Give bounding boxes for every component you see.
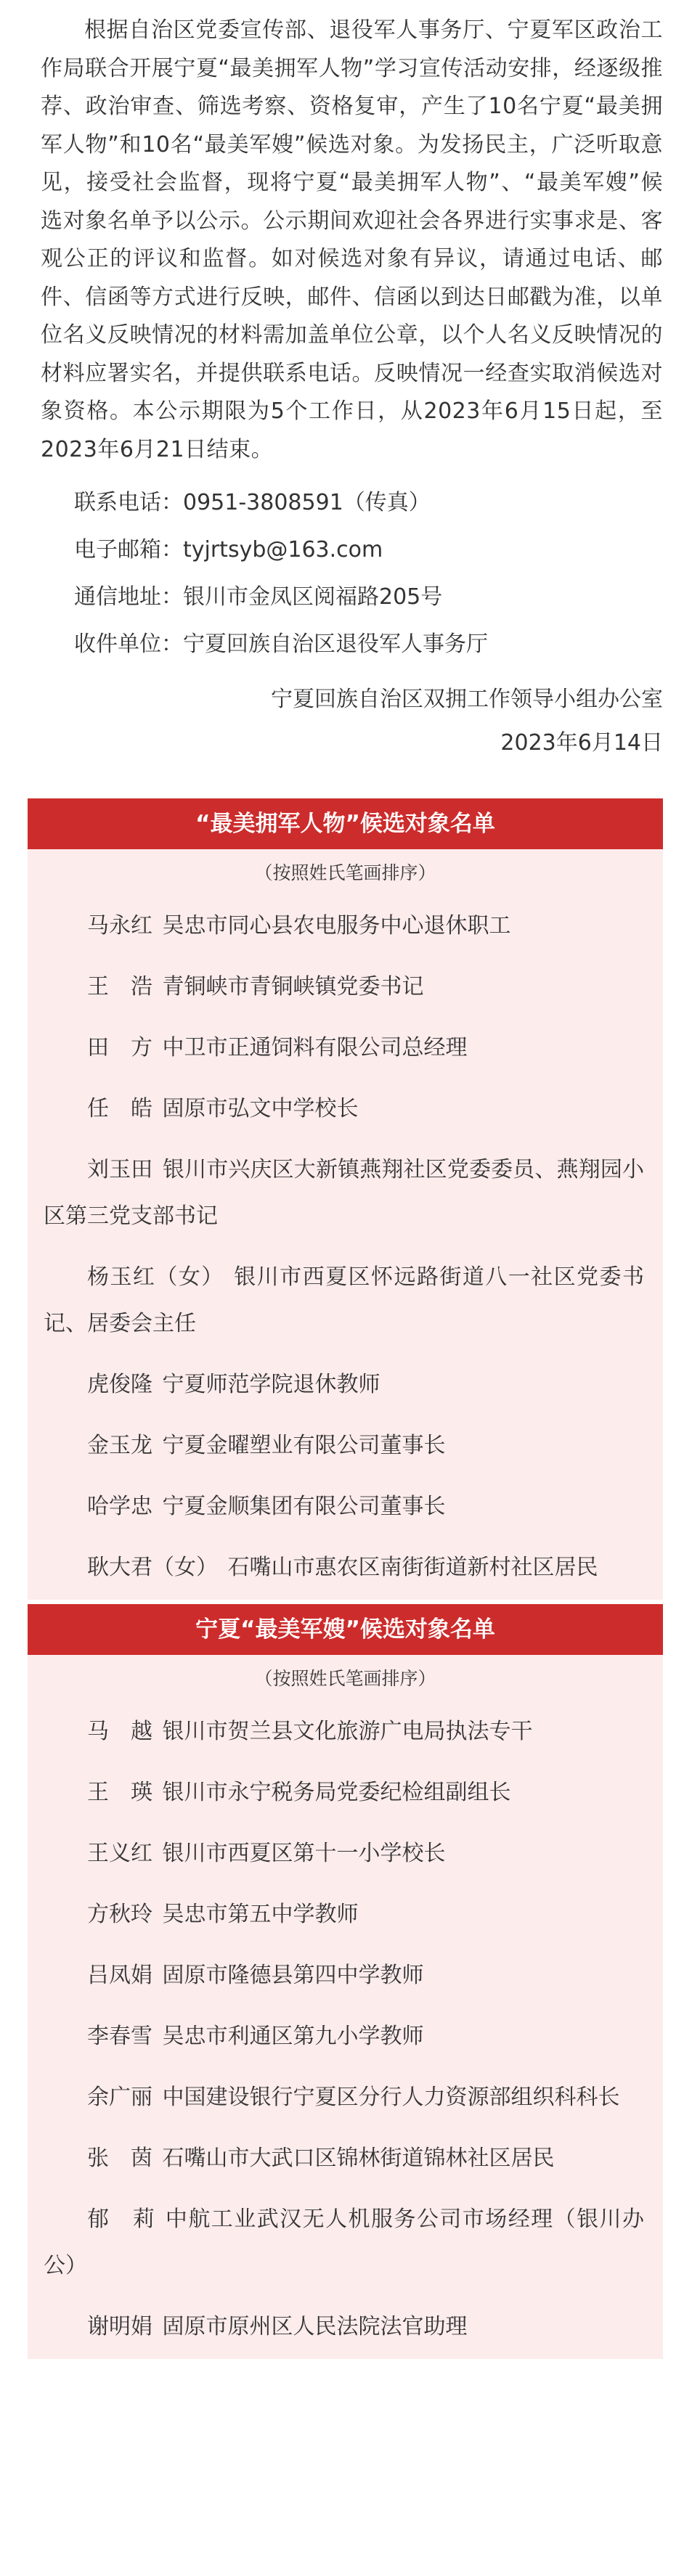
candidate-name: 马永红 [87,913,152,939]
candidate-name: 刘玉田 [87,1157,153,1182]
candidate-name: 王义红 [87,1841,152,1866]
section-title: 宁夏“最美军嫂”候选对象名单 [28,1604,663,1655]
candidate-desc: 银川市永宁税务局党委纪检组副组长 [162,1780,511,1805]
candidate-desc: 中国建设银行宁夏区分行人力资源部组织科科长 [162,2085,620,2110]
candidate-desc: 宁夏师范学院退休教师 [162,1372,380,1397]
contact-recipient: 收件单位：宁夏回族自治区退役军人事务厅 [74,631,488,657]
list-item [28,1703,663,1764]
list-item [28,1141,663,1248]
section-model-supporters [28,798,663,1600]
section-note: （按照姓氏笔画排序） [254,862,436,883]
candidate-name: 耿大君（女） [87,1555,218,1580]
contact-email: 电子邮箱：tyjrtsyb@163.com [74,537,383,563]
candidate-desc: 固原市弘文中学校长 [162,1096,359,1121]
candidate-desc: 宁夏金顺集团有限公司董事长 [162,1494,446,1519]
contact-address: 通信地址：银川市金凤区阅福路205号 [74,584,443,610]
list-item [28,958,663,1019]
signature-org: 宁夏回族自治区双拥工作领导小组办公室 [271,687,663,712]
candidate-desc: 银川市兴庆区大新镇燕翔社区党委委员、燕翔园小区第三党支部书记 [44,1157,644,1229]
signature-block [0,678,663,765]
candidate-desc: 吴忠市同心县农电服务中心退休职工 [162,913,511,939]
contact-info [74,479,692,668]
list-item [28,1356,663,1417]
section-model-military-wives [28,1604,663,2359]
candidate-name: 郁 莉 [87,2207,156,2232]
candidate-desc: 青铜峡市青铜峡镇党委书记 [162,974,424,999]
candidate-name: 王 瑛 [87,1780,152,1805]
list-item [28,1947,663,2008]
candidate-desc: 银川市贺兰县文化旅游广电局执法专干 [162,1719,533,1744]
list-item [28,1248,663,1356]
list-item [28,1417,663,1478]
list-item [28,1478,663,1539]
candidate-name: 李春雪 [87,2024,152,2049]
candidate-desc: 吴忠市第五中学教师 [162,1902,359,1927]
list-item [28,2130,663,2191]
intro-paragraph: 根据自治区党委宣传部、退役军人事务厅、宁夏军区政治工作局联合开展宁夏“最美拥军人物”学习宣传活动安排，经逐级推荐、政治审查、筛选考察、资格复审，产生了10名宁夏“最美拥军人物”和10名“最美军嫂”候选对象。为发扬民主，广泛听取意见，接受社会监督，现将宁夏“最美拥军人物”、“最美军嫂”候选对象名单予以公示。公示期间欢迎社会各界进行实事求是、客观公正的评议和监督。如对候选对象有异议，请通过电话、邮件、信函等方式进行反映，邮件、信函以到达日邮戳为准，以单位名义反映情况的材料需加盖单位公章，以个人名义反映情况的材料应署实名，并提供联系电话。反映情况一经查实取消候选对象资格。本公示期限为5个工作日，从2023年6月15日起，至2023年6月21日结束。 [41,17,663,462]
list-item [28,2069,663,2130]
candidate-name: 虎俊隆 [87,1372,152,1397]
section-title: “最美拥军人物”候选对象名单 [28,798,663,849]
candidate-desc: 宁夏金曜塑业有限公司董事长 [162,1433,446,1458]
candidate-name: 杨玉红（女） [87,1264,224,1290]
candidate-desc: 中卫市正通饲料有限公司总经理 [162,1035,468,1060]
list-item [28,2298,663,2359]
list-item [28,1764,663,1825]
signature-date: 2023年6月14日 [500,730,663,756]
list-item [28,897,663,958]
list-item [28,1886,663,1947]
candidate-desc: 固原市原州区人民法院法官助理 [162,2314,468,2339]
candidate-desc: 石嘴山市大武口区锦林街道锦林社区居民 [162,2146,555,2171]
section-note: （按照姓氏笔画排序） [254,1668,436,1689]
candidate-desc: 固原市隆德县第四中学教师 [162,1963,424,1988]
candidate-name: 田 方 [87,1035,152,1060]
candidate-name: 任 皓 [87,1096,152,1121]
candidate-desc: 石嘴山市惠农区南街街道新村社区居民 [227,1555,598,1580]
list-item [28,1539,663,1600]
candidate-name: 王 浩 [87,974,152,999]
candidate-name: 金玉龙 [87,1433,152,1458]
list-item [28,2191,663,2298]
candidate-name: 哈学忠 [87,1494,152,1519]
candidate-name: 张 茵 [87,2146,152,2171]
list-item [28,1019,663,1080]
candidate-name: 方秋玲 [87,1902,152,1927]
candidate-desc: 中航工业武汉无人机服务公司市场经理（银川办公） [44,2207,645,2278]
list-item [28,2008,663,2069]
candidate-name: 马 越 [87,1719,152,1744]
list-item [28,1825,663,1886]
candidate-name: 余广丽 [87,2085,152,2110]
candidate-desc: 吴忠市利通区第九小学教师 [162,2024,424,2049]
candidate-name: 吕凤娟 [87,1963,152,1988]
list-item [28,1080,663,1141]
contact-phone: 联系电话：0951-3808591（传真） [74,490,431,515]
candidate-name: 谢明娟 [87,2314,152,2339]
candidate-desc: 银川市西夏区怀远路街道八一社区党委书记、居委会主任 [44,1264,645,1336]
candidate-desc: 银川市西夏区第十一小学校长 [162,1841,446,1866]
